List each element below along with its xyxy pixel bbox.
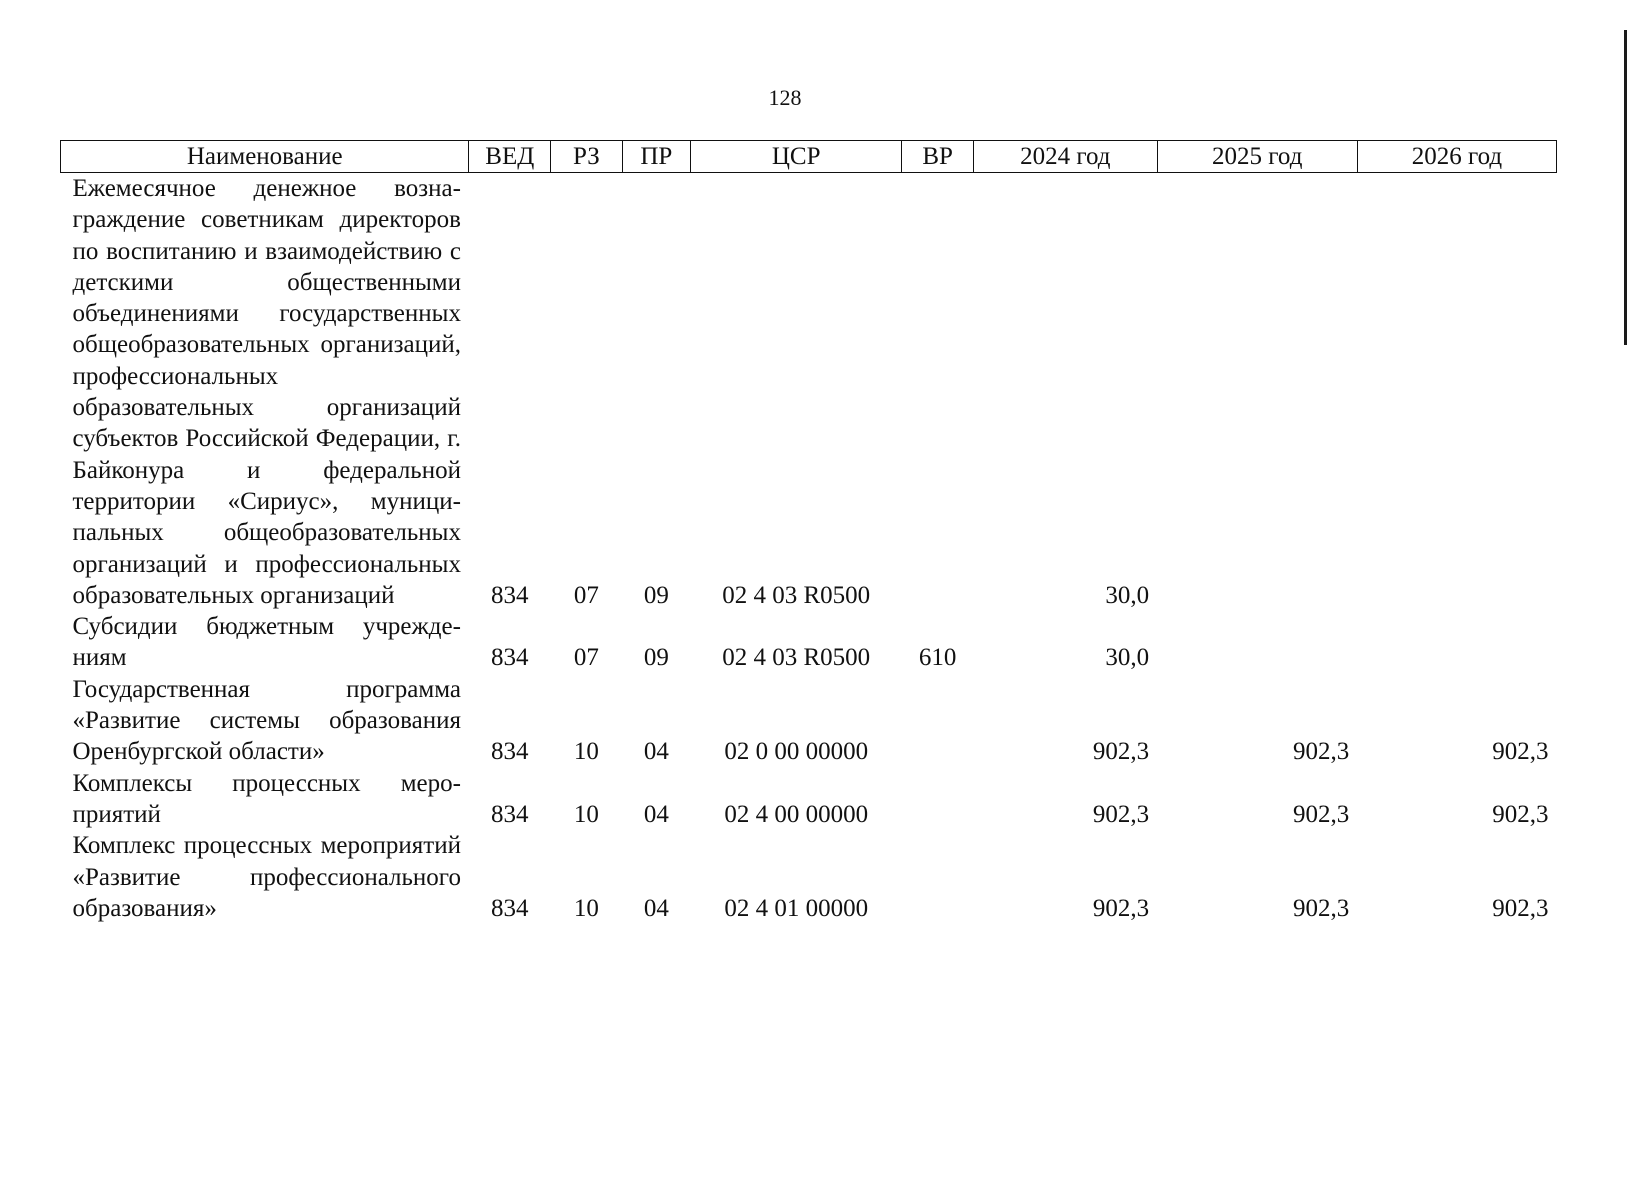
row-2026 bbox=[1357, 173, 1556, 612]
row-2025: 902,3 bbox=[1293, 738, 1350, 766]
header-2026: 2026 год bbox=[1357, 141, 1556, 173]
row-2026: 902,3 bbox=[1492, 800, 1549, 828]
header-rz: РЗ bbox=[551, 141, 622, 173]
row-pr: 04 bbox=[643, 800, 669, 828]
header-pr: ПР bbox=[622, 141, 690, 173]
row-rz: 10 bbox=[573, 738, 599, 766]
table-row bbox=[61, 173, 1557, 612]
row-2024: 902,3 bbox=[1092, 800, 1150, 828]
row-pr: 09 bbox=[643, 581, 669, 609]
row-2026: 902,3 bbox=[1492, 894, 1549, 922]
table-row bbox=[61, 768, 1557, 831]
row-name: Комплекс процессных мероприятий «Развитие профессионального образования» bbox=[72, 832, 461, 922]
row-pr: 04 bbox=[643, 894, 669, 922]
row-csr: 02 4 03 R0500 bbox=[722, 644, 871, 672]
row-csr: 02 4 00 00000 bbox=[724, 800, 869, 828]
header-2025: 2025 год bbox=[1157, 141, 1357, 173]
header-vr: ВР bbox=[902, 141, 973, 173]
row-2026 bbox=[1357, 611, 1556, 674]
row-csr: 02 4 01 00000 bbox=[724, 894, 869, 922]
row-ved: 834 bbox=[491, 644, 529, 672]
row-name: Ежемесячное денежное вознаграждение советникам директоров по воспитанию и взаимодействию с детскими общественными объединениями государственных общеобразовательных организаций, профессиональных образовательных организаций субъектов Российской Федерации, г. Байконура и федеральной территории «Сириус», муниципальных общеобразовательных организаций и профессиональных образовательных организаций bbox=[72, 175, 461, 609]
row-2024: 902,3 bbox=[1092, 894, 1150, 922]
row-2025: 902,3 bbox=[1293, 894, 1350, 922]
row-2025: 902,3 bbox=[1293, 800, 1350, 828]
page-number: 128 bbox=[768, 85, 802, 110]
row-vr: 610 bbox=[918, 644, 957, 672]
row-rz: 07 bbox=[573, 581, 599, 609]
row-2025 bbox=[1157, 611, 1357, 674]
row-csr: 02 4 03 R0500 bbox=[722, 581, 871, 609]
row-csr: 02 0 00 00000 bbox=[724, 738, 869, 766]
row-rz: 10 bbox=[573, 894, 599, 922]
row-ved: 834 bbox=[491, 800, 529, 828]
row-vr bbox=[902, 674, 973, 768]
budget-table bbox=[60, 140, 1557, 924]
row-2025 bbox=[1157, 173, 1357, 612]
table-row bbox=[61, 830, 1557, 924]
row-ved: 834 bbox=[491, 581, 529, 609]
row-2024: 902,3 bbox=[1092, 738, 1150, 766]
table-row bbox=[61, 611, 1557, 674]
table-row bbox=[61, 674, 1557, 768]
row-pr: 04 bbox=[643, 738, 669, 766]
row-2024: 30,0 bbox=[1105, 644, 1150, 672]
row-vr bbox=[902, 173, 973, 612]
header-csr: ЦСР bbox=[691, 141, 902, 173]
row-ved: 834 bbox=[491, 894, 529, 922]
scan-edge-bar bbox=[1624, 30, 1627, 345]
row-rz: 07 bbox=[573, 644, 599, 672]
row-name: Государственная программа «Развитие системы образования Оренбургской области» bbox=[72, 675, 461, 766]
row-name: Субсидии бюджетным учреждениям bbox=[72, 613, 461, 672]
row-rz: 10 bbox=[573, 800, 599, 828]
row-name: Комплексы процессных мероприятий bbox=[72, 769, 461, 828]
row-vr bbox=[902, 830, 973, 924]
header-row bbox=[61, 141, 1557, 173]
header-2024: 2024 год bbox=[973, 141, 1157, 173]
header-ved: ВЕД bbox=[469, 141, 551, 173]
row-pr: 09 bbox=[643, 644, 669, 672]
row-vr bbox=[902, 768, 973, 831]
row-2026: 902,3 bbox=[1492, 738, 1549, 766]
header-name: Наименование bbox=[61, 141, 469, 173]
row-2024: 30,0 bbox=[1105, 581, 1150, 609]
row-ved: 834 bbox=[491, 738, 529, 766]
